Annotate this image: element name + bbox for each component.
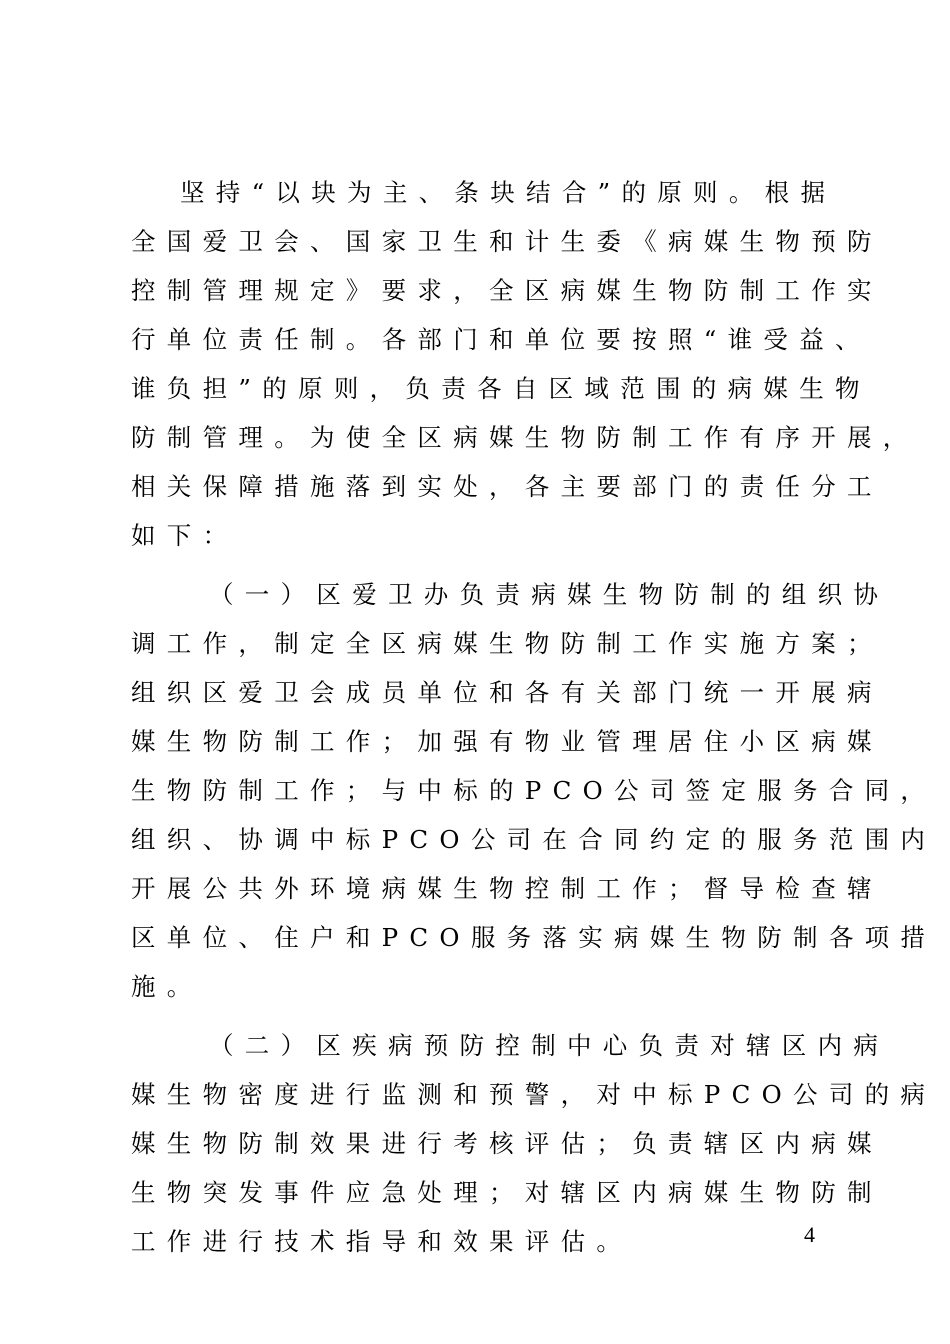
text-line: 开展公共外环境病媒生物控制工作；督导检查辖 bbox=[131, 874, 883, 903]
text-line: 控制管理规定》要求，全区病媒生物防制工作实 bbox=[131, 276, 883, 305]
text-line: 调工作，制定全区病媒生物防制工作实施方案； bbox=[131, 629, 883, 658]
text-line: 生物突发事件应急处理；对辖区内病媒生物防制 bbox=[131, 1178, 883, 1207]
page-number: 4 bbox=[804, 1222, 815, 1247]
text-line: （一）区爱卫办负责病媒生物防制的组织协 bbox=[209, 580, 890, 609]
text-line: 坚持“以块为主、条块结合”的原则。根据 bbox=[180, 178, 837, 207]
text-line: 组织、协调中标PCO公司在合同约定的服务范围内 bbox=[131, 825, 937, 854]
paragraph-spacer bbox=[131, 1011, 831, 1021]
text-line: 区单位、住户和PCO服务落实病媒生物防制各项措 bbox=[131, 923, 937, 952]
text-line: 媒生物密度进行监测和预警，对中标PCO公司的病 bbox=[131, 1080, 937, 1109]
text-line: 全国爱卫会、国家卫生和计生委《病媒生物预防 bbox=[131, 227, 883, 256]
text-line: 施。 bbox=[131, 972, 203, 1001]
text-line: 防制管理。为使全区病媒生物防制工作有序开展， bbox=[131, 423, 919, 452]
paragraph-intro bbox=[131, 168, 919, 560]
text-line: 工作进行技术指导和效果评估。 bbox=[131, 1227, 633, 1256]
text-line: 行单位责任制。各部门和单位要按照“谁受益、 bbox=[131, 325, 871, 354]
text-line: 如下： bbox=[131, 521, 239, 550]
text-line: 谁负担”的原则，负责各自区域范围的病媒生物 bbox=[131, 374, 871, 403]
text-line: 生物防制工作；与中标的PCO公司签定服务合同， bbox=[131, 776, 937, 805]
text-line: 组织区爱卫会成员单位和各有关部门统一开展病 bbox=[131, 678, 883, 707]
text-line: 相关保障措施落到实处，各主要部门的责任分工 bbox=[131, 472, 883, 501]
text-line: 媒生物防制工作；加强有物业管理居住小区病媒 bbox=[131, 727, 883, 756]
text-line: （二）区疾病预防控制中心负责对辖区内病 bbox=[209, 1031, 890, 1060]
body-text bbox=[131, 168, 937, 1266]
paragraph-spacer bbox=[131, 560, 831, 570]
paragraph-two bbox=[131, 1021, 937, 1266]
paragraph-one bbox=[131, 570, 937, 1011]
text-line: 媒生物防制效果进行考核评估；负责辖区内病媒 bbox=[131, 1129, 883, 1158]
